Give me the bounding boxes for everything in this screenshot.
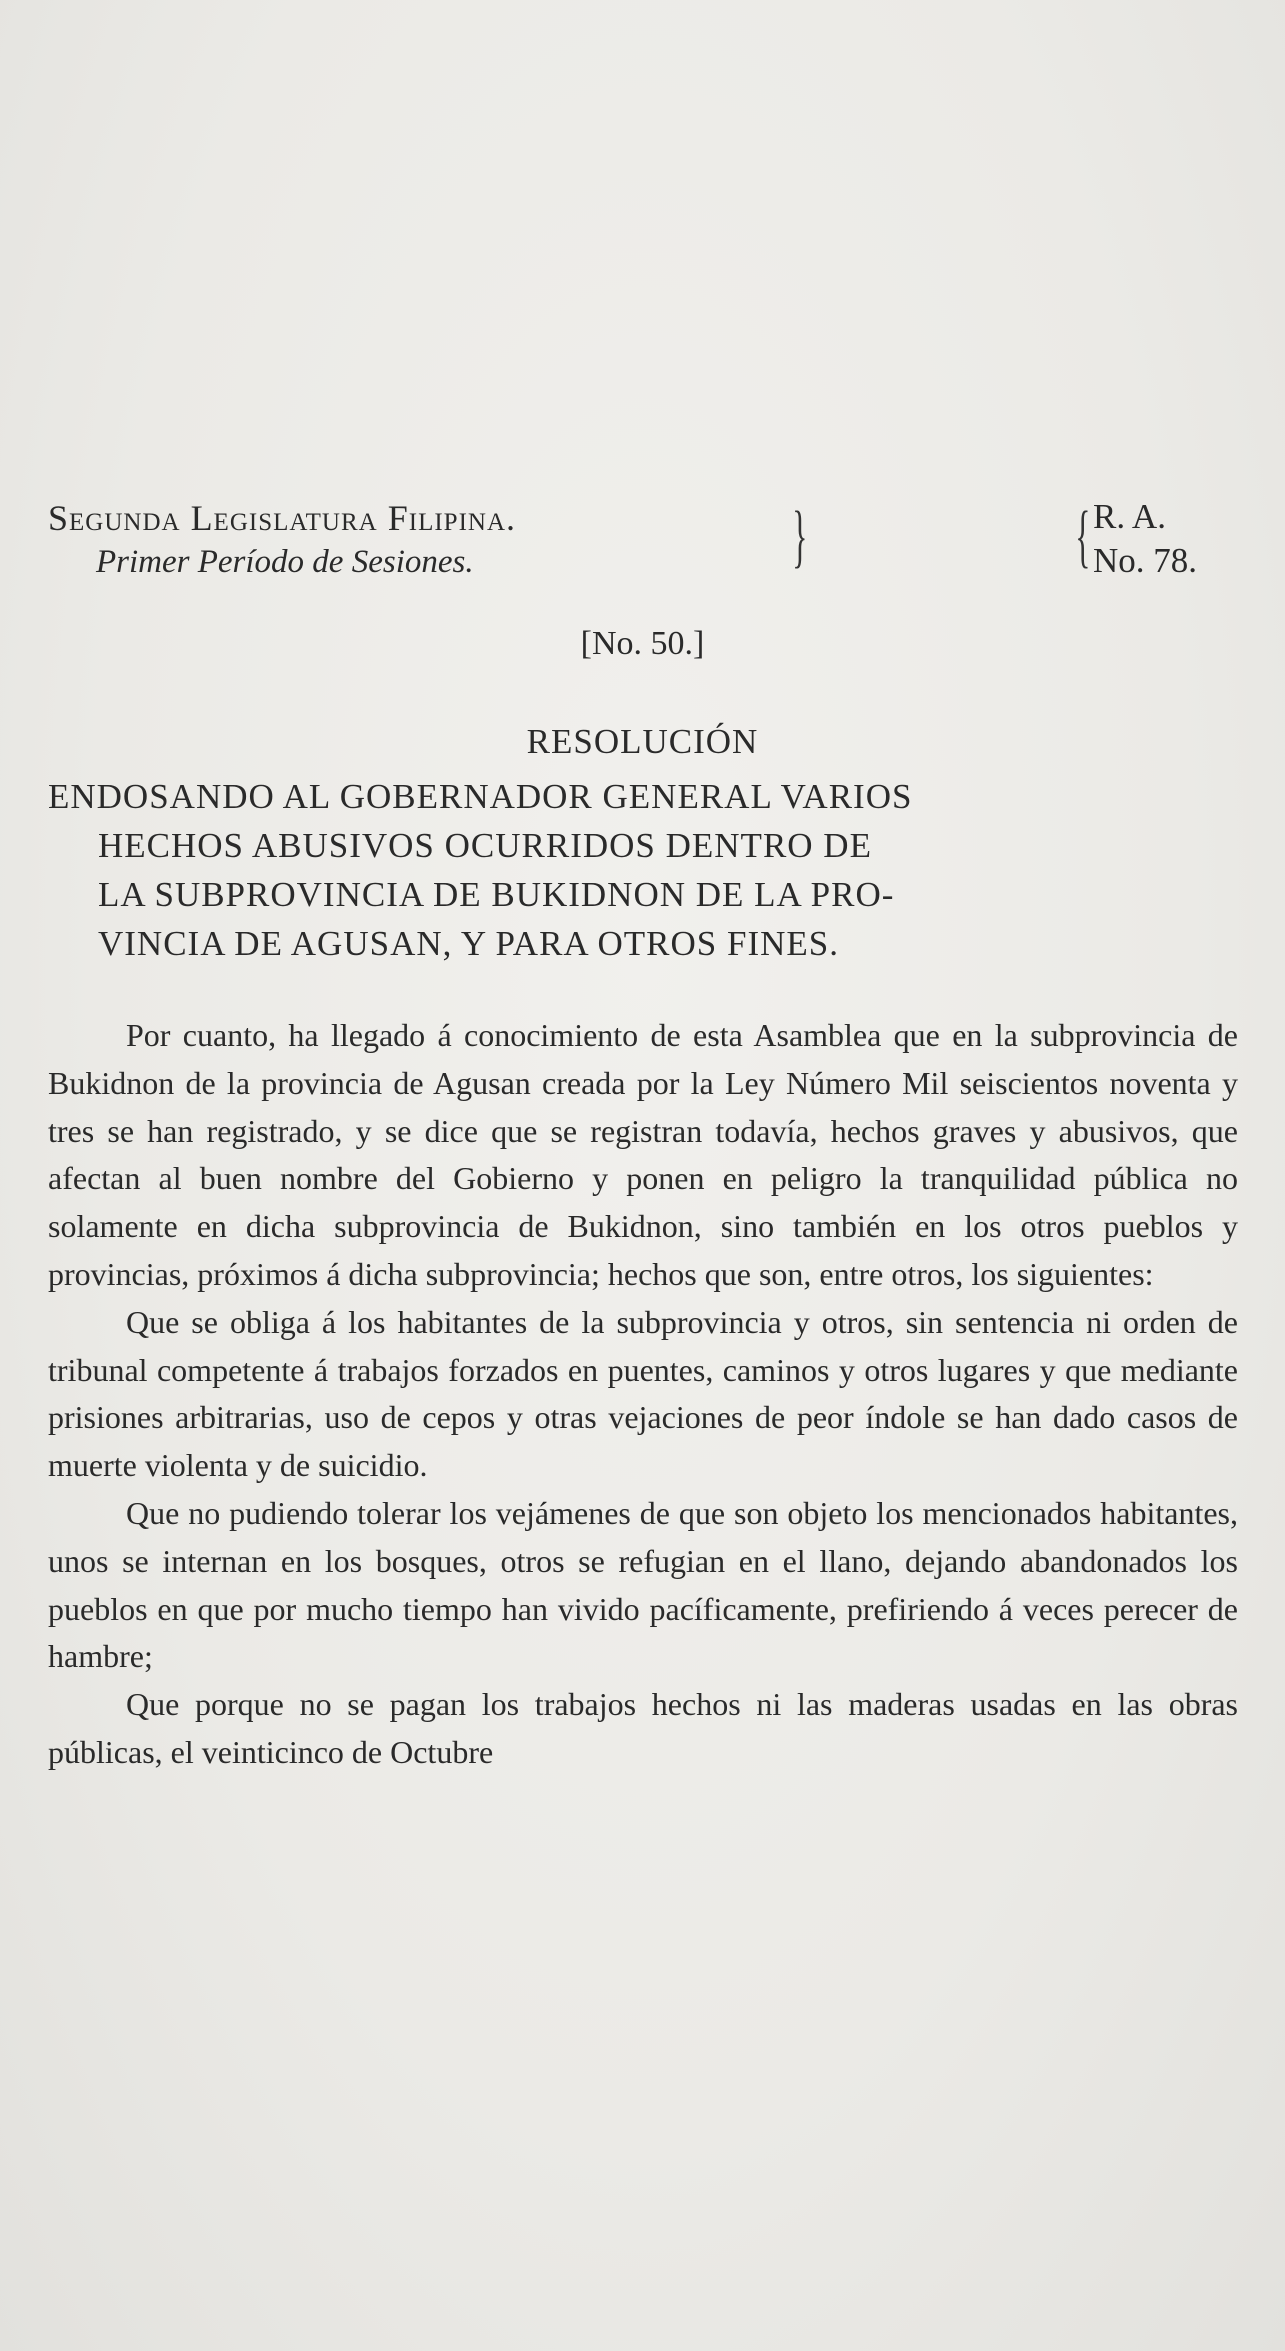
subtitle-line: ENDOSANDO AL GOBERNADOR GENERAL VARIOS: [48, 777, 913, 816]
brace-left-icon: }: [792, 498, 808, 575]
legislature-name: Segunda Legislatura Filipina.: [48, 498, 516, 538]
ra-number: No. 78.: [1093, 541, 1198, 580]
brace-right-icon: {: [1075, 498, 1091, 575]
subtitle-line: HECHOS ABUSIVOS OCURRIDOS DENTRO DE: [98, 826, 872, 865]
subtitle-line: VINCIA DE AGUSAN, Y PARA OTROS FINES.: [98, 924, 839, 963]
document-number: [No. 50.]: [580, 625, 705, 662]
resolution-title: RESOLUCIÓN: [526, 722, 759, 761]
subtitle-line: LA SUBPROVINCIA DE BUKIDNON DE LA PRO-: [98, 875, 895, 914]
header-left: [48, 495, 808, 583]
resolution-body: [48, 1012, 1238, 1777]
document-header: [48, 495, 1198, 585]
header-right: [1093, 495, 1243, 583]
resolution-subtitle: [48, 772, 1218, 968]
paragraph: Que no pudiendo tolerar los vejámenes de que son objeto los mencionados habitantes, unos se internan en los bosques, otros se refugian en el llano, dejando abandonados los pueblos en que por mucho tiempo han vivido pacíficamente, prefiriendo á veces perecer de hambre;: [48, 1494, 1238, 1675]
session-name: Primer Período de Sesiones.: [96, 544, 474, 580]
paragraph: Que porque no se pagan los trabajos hechos ni las maderas usadas en las obras públicas, el veinticinco de Octubre: [48, 1686, 1238, 1770]
ra-label: R. A.: [1093, 497, 1166, 536]
paragraph: Que se obliga á los habitantes de la subprovincia y otros, sin sentencia ni orden de tribunal competente á trabajos forzados en puentes, caminos y otros lugares y que mediante prisiones arbitrarias, uso de cepos y otras vejaciones de peor índole se han dado casos de muerte violenta y de suicidio.: [48, 1303, 1238, 1484]
paragraph: Por cuanto, ha llegado á conocimiento de esta Asamblea que en la subprovincia de Bukidnon de la provincia de Agusan creada por la Ley Número Mil seiscientos noventa y tres se han registrado, y se dice que se registran todavía, hechos graves y abusivos, que afectan al buen nombre del Gobierno y ponen en peligro la tranquilidad pública no solamente en dicha subprovincia de Bukidnon, sino también en los otros pueblos y provincias, próximos á dicha subprovincia; hechos que son, entre otros, los siguientes:: [48, 1017, 1238, 1292]
